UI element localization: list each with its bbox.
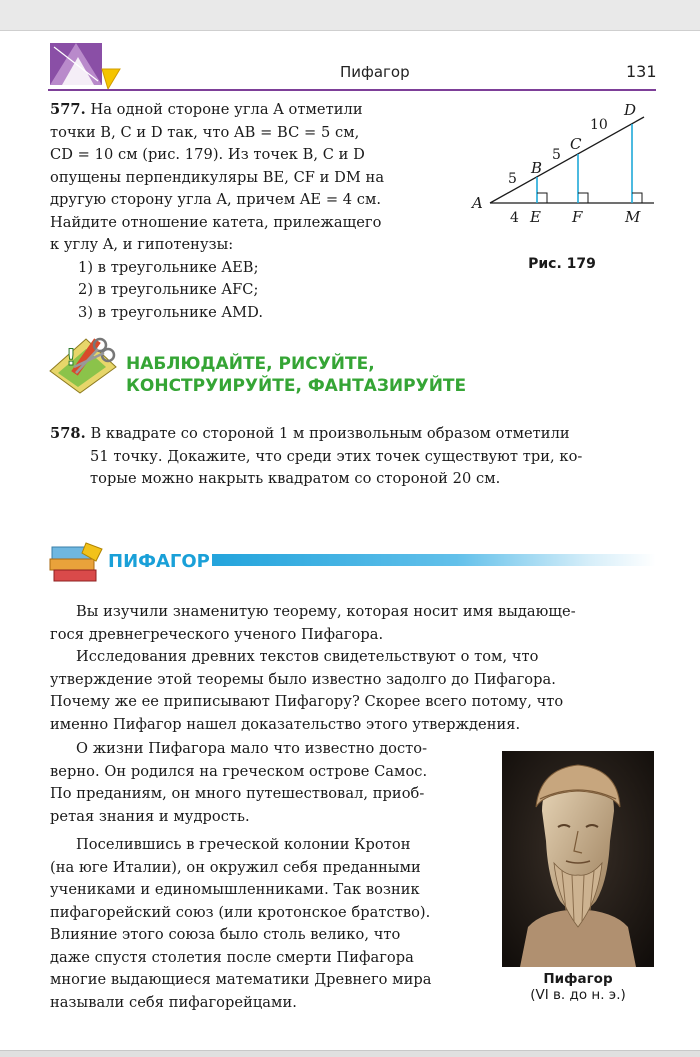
portrait-dates: (VI в. до н. э.): [530, 987, 626, 1003]
right-angle-mark: [537, 193, 547, 203]
section-title-line: НАБЛЮДАЙТЕ, РИСУЙТЕ,: [126, 354, 375, 374]
section-title-bar: [212, 554, 656, 566]
segment-label-ae: 4: [510, 210, 519, 226]
viewer-top-bar: [0, 0, 700, 31]
problem-line: к углу A, и гипотенузы:: [50, 236, 234, 253]
books-icon: [46, 539, 106, 585]
problem-577: [50, 99, 460, 324]
point-label-a: A: [472, 194, 483, 212]
paragraph-line: Вы изучили знаменитую теорему, которая носит имя выдающе-: [76, 603, 576, 620]
paragraph-line: Поселившись в греческой колонии Кротон: [76, 836, 411, 853]
section-title-line: КОНСТРУИРУЙТЕ, ФАНТАЗИРУЙТЕ: [126, 376, 467, 396]
point-label-m: M: [625, 208, 641, 226]
problem-line: На одной стороне угла A отметили: [90, 101, 363, 118]
problem-item: 1) в треугольнике AEB;: [78, 258, 259, 276]
paragraph-line: утверждение этой теоремы было известно задолго до Пифагора.: [50, 670, 556, 688]
problem-line: опущены перпендикуляры BE, CF и DM на: [50, 168, 385, 186]
problem-item: 2) в треугольнике AFC;: [78, 281, 259, 298]
section-title-observe: [126, 353, 466, 397]
running-title: Пифагор: [340, 63, 410, 81]
paragraph-line: учениками и единомышленниками. Так возник: [50, 881, 420, 898]
header-rule: [48, 89, 656, 91]
paragraph-line: верно. Он родился на греческом острове Самос.: [50, 762, 428, 780]
problem-line: торые можно накрыть квадратом со стороной 20 см.: [90, 470, 501, 487]
paragraph-line: многие выдающиеся математики Древнего мира: [50, 971, 432, 988]
paragraph-line: По преданиям, он много путешествовал, приоб-: [50, 785, 425, 802]
pythagoras-text-top: [50, 601, 660, 736]
problem-line: другую сторону угла A, причем AE = 4 см.: [50, 191, 382, 208]
pythagoras-portrait: [502, 751, 654, 967]
pencil-ruler-scissors-icon: [46, 333, 120, 395]
point-label-e: E: [530, 208, 541, 226]
svg-text:!: !: [66, 346, 77, 371]
right-angle-mark: [578, 193, 588, 203]
paragraph-line: даже спустя столетия после смерти Пифагора: [50, 948, 414, 966]
portrait-caption: [502, 971, 654, 1003]
point-label-f: F: [572, 208, 583, 226]
paragraph-line: гося древнегреческого ученого Пифагора.: [50, 625, 384, 643]
paragraph-line: Влияние этого союза было столь велико, что: [50, 926, 401, 943]
paragraph-line: (на юге Италии), он окружил себя преданными: [50, 858, 421, 876]
problem-line: CD = 10 см (рис. 179). Из точек B, C и D: [50, 146, 365, 163]
pythagoras-text-left: [50, 738, 490, 1014]
point-label-b: B: [531, 159, 543, 177]
page-number: 131: [626, 62, 657, 81]
paragraph-line: именно Пифагор нашел доказательство этого утверждения.: [50, 715, 521, 733]
paragraph-line: ретая знания и мудрость.: [50, 807, 250, 825]
figure-179: [468, 93, 668, 263]
problem-line: В квадрате со стороной 1 м произвольным образом отметили: [90, 425, 570, 442]
problem-number: 578.: [50, 425, 86, 442]
paragraph-line: Исследования древних текстов свидетельствуют о том, что: [76, 648, 539, 665]
segment-label-ab: 5: [508, 171, 517, 187]
paragraph-line: Почему же ее приписывают Пифагору? Скорее всего потому, что: [50, 693, 564, 710]
right-angle-mark: [632, 193, 642, 203]
point-label-c: C: [570, 135, 582, 153]
section-title-pythagoras: ПИФАГОР: [108, 551, 210, 572]
portrait-name: Пифагор: [543, 971, 613, 987]
problem-number: 577.: [50, 101, 86, 118]
segment-label-bc: 5: [552, 147, 561, 163]
running-header: [0, 45, 700, 85]
paragraph-line: называли себя пифагорейцами.: [50, 993, 297, 1011]
problem-578: [50, 423, 670, 491]
segment-label-cd: 10: [590, 117, 608, 133]
paragraph-line: О жизни Пифагора мало что известно досто-: [76, 740, 428, 757]
book-page: [0, 31, 700, 1050]
point-label-d: D: [624, 101, 637, 119]
problem-line: Найдите отношение катета, прилежащего: [50, 213, 382, 231]
figure-caption: Рис. 179: [528, 256, 596, 272]
geometry-logo-icon: [48, 39, 122, 91]
problem-line: точки B, C и D так, что AB = BC = 5 см,: [50, 123, 360, 141]
problem-line: 51 точку. Докажите, что среди этих точек существуют три, ко-: [90, 447, 583, 465]
ray-ad: [490, 117, 644, 203]
problem-item: 3) в треугольнике AMD.: [78, 303, 264, 321]
paragraph-line: пифагорейский союз (или кротонское братство).: [50, 903, 431, 921]
